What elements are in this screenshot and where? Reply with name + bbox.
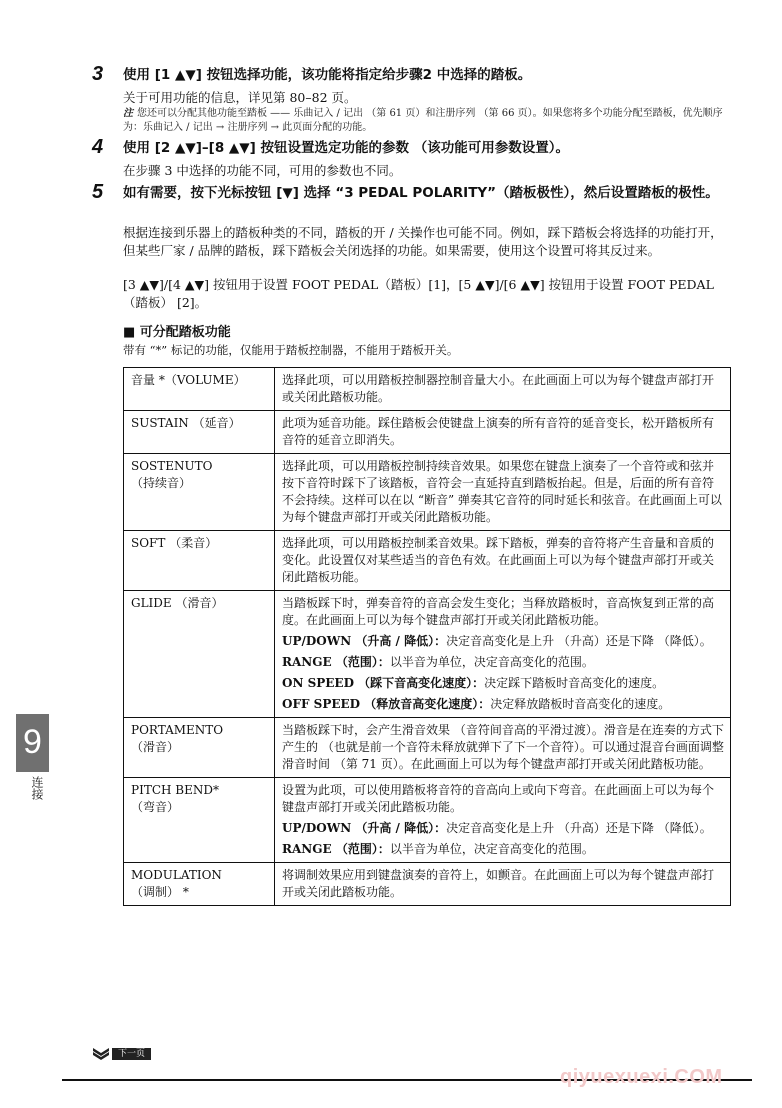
description-text: 选择此项，可以用踏板控制柔音效果。踩下踏板，弹奏的音符将产生音量和音质的变化。此设置仅对某些适当的音色有效。在此画面上可以为每个键盘声部打开或关闭此踏板功能。: [282, 536, 715, 584]
function-name-line: SUSTAIN （延音）: [131, 416, 241, 430]
parameter-label: OFF SPEED （释放音高变化速度）：: [282, 697, 491, 711]
function-name-line: PORTAMENTO: [131, 723, 224, 737]
description-text: 选择此项，可以用踏板控制持续音效果。如果您在键盘上演奏了一个音符或和弦并按下音符时踩下了该踏板，音符会一直延持直到踏板抬起。但是，后面的所有音符不会持续。这样可以在以 “断音” 弹奏其它音符的同时延长和弦音。在此画面上可以为每个键盘声部打开或关闭此踏板功能。: [282, 459, 722, 524]
function-description: [275, 368, 731, 411]
parameter-item: [282, 654, 724, 671]
parameter-item: [282, 675, 724, 692]
next-page-indicator: [92, 1047, 151, 1061]
parameter-text: 决定释放踏板时音高变化的速度。: [490, 697, 671, 711]
parameter-label: UP/DOWN （升高 / 降低）：: [282, 634, 447, 648]
function-name: [124, 591, 275, 718]
parameter-text: 决定音高变化是上升 （升高）还是下降 （降低）。: [446, 821, 712, 835]
watermark: qiyuexuexi.COM: [560, 1066, 723, 1088]
step-5-body-2: [3 ▲▼]/[4 ▲▼] 按钮用于设置 FOOT PEDAL（踏板）[1]，[5 ▲▼]/[6 ▲▼] 按钮用于设置 FOOT PEDAL （踏板） [2]。: [123, 277, 714, 310]
chapter-label: 连接: [30, 776, 44, 800]
function-name-line: SOFT （柔音）: [131, 536, 218, 550]
table-row: [124, 863, 731, 906]
parameter-text: 决定音高变化是上升 （升高）还是下降 （降低）。: [446, 634, 712, 648]
description-text: 当踏板踩下时，弹奏音符的音高会发生变化；当释放踏板时，音高恢复到正常的高度。在此画面上可以为每个键盘声部打开或关闭此踏板功能。: [282, 596, 715, 627]
step-number: 3: [92, 63, 104, 85]
note-text: 您还可以分配其他功能至踏板 —— 乐曲记入 / 记出 （第 61 页）和注册序列 （第 66 页）。如果您将多个功能分配至踏板，优先顺序为：乐曲记入 / 记出 → 注册序列 → 此页面分配的功能。: [123, 108, 723, 133]
functions-table: [123, 367, 731, 906]
step-title: 如有需要，按下光标按钮 [▼] 选择 “3 PEDAL POLARITY”（踏板极性），然后设置踏板的极性。: [123, 185, 719, 201]
parameter-item: [282, 841, 724, 858]
function-name-line: （调制） *: [131, 885, 189, 899]
parameter-label: ON SPEED （踩下音高变化速度）：: [282, 676, 485, 690]
description-text: 此项为延音功能。踩住踏板会使键盘上演奏的所有音符的延音变长，松开踏板所有音符的延音立即消失。: [282, 416, 715, 447]
description-text: 选择此项，可以用踏板控制器控制音量大小。在此画面上可以为每个键盘声部打开或关闭此踏板功能。: [282, 373, 715, 404]
function-description: [275, 531, 731, 591]
section-note: 带有 “*” 标记的功能，仅能用于踏板控制器，不能用于踏板开关。: [123, 343, 459, 357]
step-number: 4: [92, 136, 104, 158]
step-5-body: 根据连接到乐器上的踏板种类的不同，踏板的开 / 关操作也可能不同。例如，踩下踏板会将选择的功能打开，但某些厂家 / 品牌的踏板，踩下踏板会关闭选择的功能。如果需要，使用这个设置可将其反过来。: [123, 225, 723, 258]
function-name: [124, 411, 275, 454]
function-name: [124, 531, 275, 591]
function-description: [275, 454, 731, 531]
table-row: [124, 778, 731, 863]
parameter-text: 以半音为单位，决定音高变化的范围。: [389, 655, 594, 669]
table-row: [124, 718, 731, 778]
description-text: 设置为此项，可以使用踏板将音符的音高向上或向下弯音。在此画面上可以为每个键盘声部打开或关闭此踏板功能。: [282, 783, 715, 814]
function-name: [124, 454, 275, 531]
function-description: [275, 863, 731, 906]
function-name: [124, 863, 275, 906]
parameter-text: 决定踩下踏板时音高变化的速度。: [484, 676, 665, 690]
step-number: 5: [92, 181, 104, 203]
function-description: [275, 411, 731, 454]
table-row: [124, 531, 731, 591]
table-row: [124, 368, 731, 411]
chapter-tab: 9: [16, 714, 49, 772]
double-arrow-icon: [92, 1047, 110, 1061]
function-name-line: 音量 *（VOLUME）: [131, 373, 246, 387]
function-name: [124, 718, 275, 778]
description-text: 当踏板踩下时，会产生滑音效果 （音符间音高的平滑过渡）。滑音是在连奏的方式下产生的 （也就是前一个音符未释放就弹下了下一个音符）。可以通过混音台画面调整滑音时间 （第 71 页）。在此画面上可以为每个键盘声部打开或关闭此踏板功能。: [282, 723, 724, 771]
section-title: ■ 可分配踏板功能: [123, 325, 231, 340]
function-name-line: MODULATION: [131, 868, 222, 882]
function-name: [124, 368, 275, 411]
step-3-body: 关于可用功能的信息，详见第 80–82 页。: [123, 90, 357, 105]
function-name-line: （弯音）: [131, 800, 180, 814]
next-page-label: 下一页: [112, 1048, 151, 1060]
table-row: [124, 454, 731, 531]
parameter-label: RANGE （范围）：: [282, 842, 390, 856]
step-title: 使用 [1 ▲▼] 按钮选择功能，该功能将指定给步骤2 中选择的踏板。: [123, 67, 532, 83]
step-title: 使用 [2 ▲▼]–[8 ▲▼] 按钮设置选定功能的参数 （该功能可用参数设置）。: [123, 140, 569, 156]
step-4-body: 在步骤 3 中选择的功能不同，可用的参数也不同。: [123, 163, 402, 178]
function-description: [275, 718, 731, 778]
table-row: [124, 591, 731, 718]
function-name-line: PITCH BEND*: [131, 783, 219, 797]
step-3-note: [123, 107, 733, 135]
parameter-label: RANGE （范围）：: [282, 655, 390, 669]
function-description: [275, 778, 731, 863]
function-name-line: （滑音）: [131, 740, 180, 754]
description-text: 将调制效果应用到键盘演奏的音符上，如颤音。在此画面上可以为每个键盘声部打开或关闭此踏板功能。: [282, 868, 715, 899]
note-icon: 注: [123, 108, 133, 119]
function-name-line: （持续音）: [131, 476, 192, 490]
parameter-item: [282, 696, 724, 713]
function-name-line: GLIDE （滑音）: [131, 596, 224, 610]
parameter-item: [282, 820, 724, 837]
parameter-label: UP/DOWN （升高 / 降低）：: [282, 821, 447, 835]
parameter-text: 以半音为单位，决定音高变化的范围。: [389, 842, 594, 856]
function-description: [275, 591, 731, 718]
parameter-item: [282, 633, 724, 650]
function-name: [124, 778, 275, 863]
table-row: [124, 411, 731, 454]
function-name-line: SOSTENUTO: [131, 459, 213, 473]
